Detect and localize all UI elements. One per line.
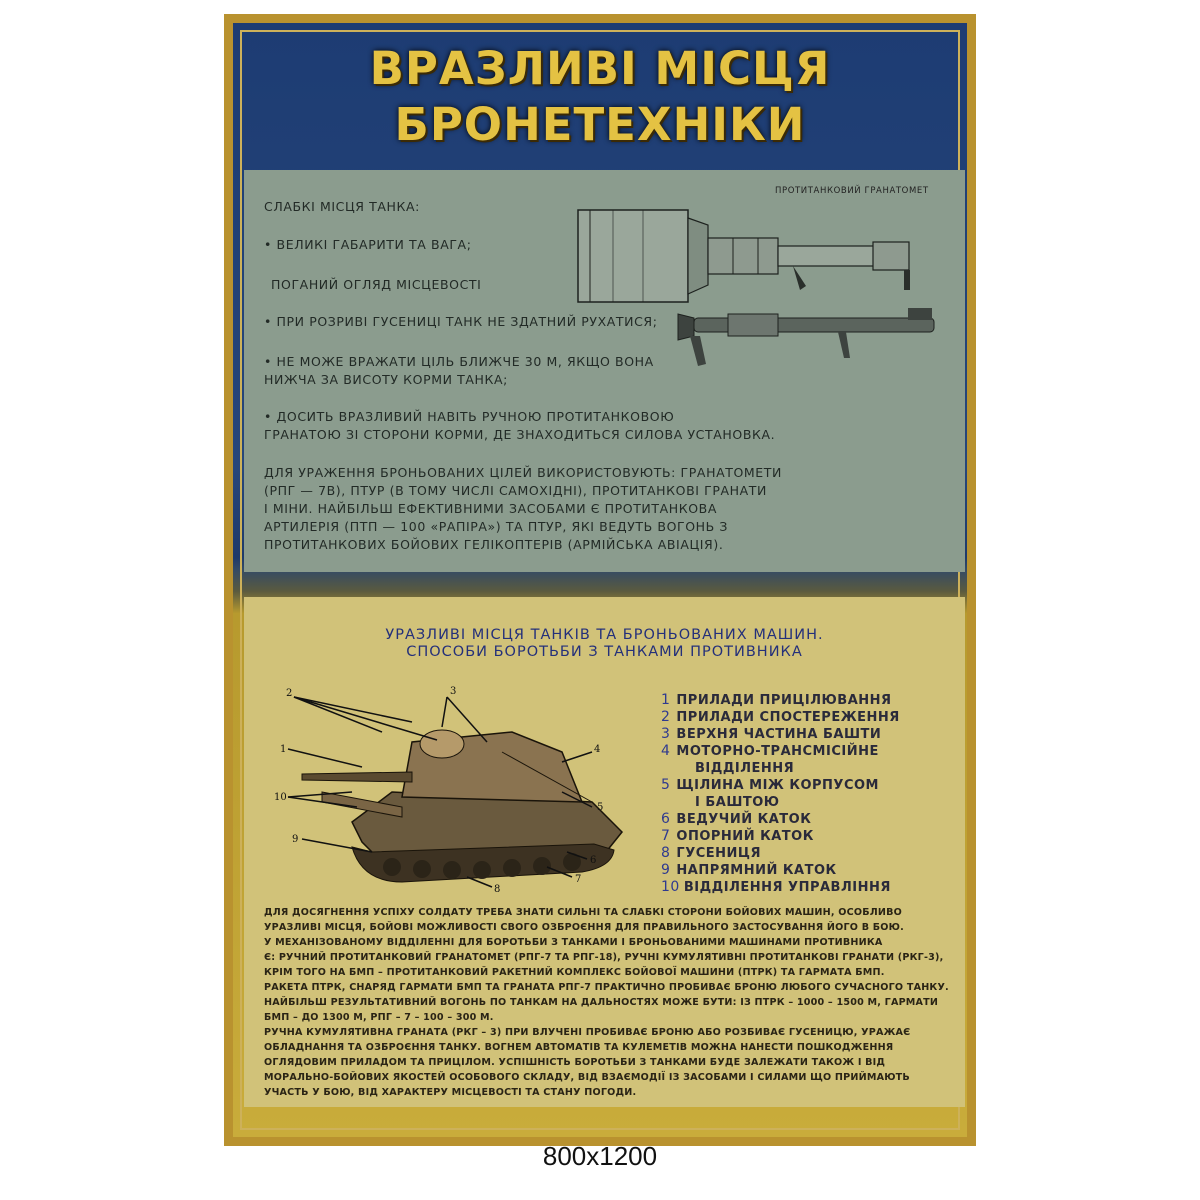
body-line: Є: РУЧНИЙ ПРОТИТАНКОВИЙ ГРАНАТОМЕТ (РПГ-7 ТА РПГ-18), РУЧНІ КУМУЛЯТИВНІ ПРОТИТАНКОВІ ГРАНАТИ (РКГ-3), — [264, 952, 944, 963]
legend-text: НАПРЯМНИЙ КАТОК — [676, 863, 837, 878]
lower-title-line-1: УРАЗЛИВІ МІСЦЯ ТАНКІВ ТА БРОНЬОВАНИХ МАШИН. — [385, 627, 824, 643]
body-line: ДЛЯ ДОСЯГНЕННЯ УСПІХУ СОЛДАТУ ТРЕБА ЗНАТИ СИЛЬНІ ТА СЛАБКІ СТОРОНИ БОЙОВИХ МАШИН, ОСОБЛИВО — [264, 907, 902, 918]
body-line: ОБЛАДНАННЯ ТА ОЗБРОЄННЯ ТАНКУ. ВОГНЕМ АВТОМАТІВ ТА КУЛЕМЕТІВ МОЖНА НАНЕСТИ ПОШКОДЖЕННЯ — [264, 1042, 894, 1053]
callout-8: 8 — [494, 884, 501, 895]
bullet-rear-l2: ГРАНАТОЮ ЗІ СТОРОНИ КОРМИ, ДЕ ЗНАХОДИТЬСЯ СИЛОВА УСТАНОВКА. — [264, 427, 776, 442]
legend-item — [661, 862, 900, 879]
means-para-l3: І МІНИ. НАЙБІЛЬШ ЕФЕКТИВНИМИ ЗАСОБАМИ Є ПРОТИТАНКОВА — [264, 501, 718, 516]
body-line: НАЙБІЛЬШ РЕЗУЛЬТАТИВНИЙ ВОГОНЬ ПО ТАНКАМ НА ДАЛЬНОСТЯХ МОЖЕ БУТИ: ІЗ ПТРК – 1000 – 1500 М, ГАРМАТИ — [264, 997, 939, 1008]
size-label: 800x1200 — [542, 1141, 658, 1171]
bullet-track: • ПРИ РОЗРИВІ ГУСЕНИЦІ ТАНК НЕ ЗДАТНИЙ РУХАТИСЯ; — [264, 314, 658, 329]
legend-number: 10 — [661, 879, 680, 895]
legend-number: 9 — [661, 862, 671, 878]
legend-number: 5 — [661, 777, 671, 793]
body-line: ОГЛЯДОВИМ ПРИЛАДОМ ТА ПРИЦІЛОМ. УСПІШНІСТЬ БОРОТЬБИ З ТАНКАМИ БУДЕ ЗАЛЕЖАТИ ТАКОЖ І ВІД — [264, 1057, 886, 1068]
callout-3: 3 — [450, 686, 457, 697]
callout-10: 10 — [274, 792, 287, 803]
body-line: РАКЕТА ПТРК, СНАРЯД ГАРМАТИ БМП ТА ГРАНАТА РПГ-7 ПРАКТИЧНО ПРОБИВАЄ БРОНЮ ЛЮБОГО СУЧАСНОГО ТАНКУ. — [264, 982, 949, 993]
legend-item — [661, 726, 900, 743]
legend-text: МОТОРНО-ТРАНСМІСІЙНЕ — [676, 744, 879, 759]
ways-to-fight-panel — [244, 597, 965, 1107]
body-line: УРАЗЛИВІ МІСЦЯ, БОЙОВІ МОЖЛИВОСТІ СВОГО ОЗБРОЄННЯ ДЛЯ ПРАВИЛЬНОГО ЗАСТОСУВАННЯ ЙОГО В БОЮ. — [264, 922, 904, 933]
legend-number: 7 — [661, 828, 671, 844]
bullet-size-weight: • ВЕЛИКІ ГАБАРИТИ ТА ВАГА; — [264, 237, 472, 252]
legend-item — [661, 879, 900, 896]
legend-item — [661, 743, 900, 760]
callout-2: 2 — [286, 688, 293, 699]
body-line: БМП – ДО 1300 М, РПГ – 7 – 100 – 300 М. — [264, 1012, 494, 1023]
legend-number: 1 — [661, 692, 671, 708]
legend-item — [661, 692, 900, 709]
launcher-caption: ПРОТИТАНКОВИЙ ГРАНАТОМЕТ — [775, 186, 929, 196]
lower-title — [244, 627, 965, 661]
grenade-launcher-illustration — [568, 190, 948, 380]
legend-number: 3 — [661, 726, 671, 742]
launcher-full — [678, 308, 934, 366]
means-para-l4: АРТИЛЕРІЯ (ПТП — 100 «РАПІРА») ТА ПТУР, ЯКІ ВЕДУТЬ ВОГОНЬ З — [264, 519, 729, 534]
legend-number: 6 — [661, 811, 671, 827]
legend-item — [661, 794, 900, 811]
legend-text: ВЕДУЧИЙ КАТОК — [676, 812, 812, 827]
bullet-range-l2: НИЖЧА ЗА ВИСОТУ КОРМИ ТАНКА; — [264, 372, 508, 387]
title-line-1: ВРАЗЛИВІ МІСЦЯ — [369, 42, 831, 95]
legend-text: ВІДДІЛЕННЯ — [695, 761, 795, 776]
legend-item — [661, 828, 900, 845]
means-para-l2: (РПГ — 7В), ПТУР (В ТОМУ ЧИСЛІ САМОХІДНІ), ПРОТИТАНКОВІ ГРАНАТИ — [264, 483, 767, 498]
callout-1: 1 — [280, 744, 287, 755]
legend-text: ПРИЛАДИ СПОСТЕРЕЖЕННЯ — [676, 710, 900, 725]
legend-text: ГУСЕНИЦЯ — [676, 846, 761, 861]
legend-item — [661, 845, 900, 862]
means-para-l1: ДЛЯ УРАЖЕННЯ БРОНЬОВАНИХ ЦІЛЕЙ ВИКОРИСТОВУЮТЬ: ГРАНАТОМЕТИ — [264, 465, 782, 480]
bullet-visibility: ПОГАНИЙ ОГЛЯД МІСЦЕВОСТІ — [271, 277, 482, 292]
legend-item — [661, 777, 900, 794]
legend-text: І БАШТОЮ — [695, 795, 780, 810]
vulnerabilities-panel — [244, 170, 965, 572]
means-para-l5: ПРОТИТАНКОВИХ БОЙОВИХ ГЕЛІКОПТЕРІВ (АРМІЙСЬКА АВІАЦІЯ). — [264, 537, 724, 552]
legend-item — [661, 811, 900, 828]
callout-6: 6 — [590, 855, 597, 866]
legend-item — [661, 709, 900, 726]
lower-title-line-2: СПОСОБИ БОРОТЬБИ З ТАНКАМИ ПРОТИВНИКА — [406, 644, 803, 660]
body-text — [264, 905, 954, 1100]
launcher-closeup — [578, 210, 910, 302]
legend-text: ВІДДІЛЕННЯ УПРАВЛІННЯ — [683, 880, 891, 895]
legend-text: ПРИЛАДИ ПРИЦІЛЮВАННЯ — [676, 693, 892, 708]
title-line-2: БРОНЕТЕХНІКИ — [394, 98, 806, 151]
legend-text: ЩІЛИНА МІЖ КОРПУСОМ — [676, 778, 879, 793]
body-line: РУЧНА КУМУЛЯТИВНА ГРАНАТА (РКГ – 3) ПРИ ВЛУЧЕНІ ПРОБИВАЄ БРОНЮ АБО РОЗБИВАЄ ГУСЕНИЦЮ, УРАЖАЄ — [264, 1027, 911, 1038]
callout-7: 7 — [575, 874, 582, 885]
vulnerability-legend — [661, 692, 900, 896]
bullet-rear-l1: • ДОСИТЬ ВРАЗЛИВИЙ НАВІТЬ РУЧНОЮ ПРОТИТАНКОВОЮ — [264, 409, 675, 424]
poster — [224, 14, 976, 1146]
legend-number: 4 — [661, 743, 671, 759]
legend-text: ОПОРНИЙ КАТОК — [676, 829, 814, 844]
legend-number: 2 — [661, 709, 671, 725]
legend-number: 8 — [661, 845, 671, 861]
body-line: УЧАСТЬ У БОЮ, ВІД ХАРАКТЕРУ МІСЦЕВОСТІ ТА СТАНУ ПОГОДИ. — [264, 1087, 637, 1098]
legend-item — [661, 760, 900, 777]
legend-text: ВЕРХНЯ ЧАСТИНА БАШТИ — [676, 727, 882, 742]
callout-4: 4 — [594, 744, 601, 755]
callout-9: 9 — [292, 834, 299, 845]
upper-heading: СЛАБКІ МІСЦЯ ТАНКА: — [264, 199, 420, 214]
body-line: МОРАЛЬНО-БОЙОВИХ ЯКОСТЕЙ ОСОБОВОГО СКЛАДУ, ВІД ВЗАЄМОДІЇ ІЗ ЗАСОБАМИ І СИЛАМИ ЩО ПРИЙМАЮТЬ — [264, 1072, 910, 1083]
tank-diagram — [262, 682, 652, 902]
callout-5: 5 — [597, 802, 604, 813]
poster-title — [233, 41, 967, 153]
body-line: У МЕХАНІЗОВАНОМУ ВІДДІЛЕННІ ДЛЯ БОРОТЬБИ З ТАНКАМИ І БРОНЬОВАНИМИ МАШИНАМИ ПРОТИВНИКА — [264, 937, 883, 948]
body-line: КРІМ ТОГО НА БМП – ПРОТИТАНКОВИЙ РАКЕТНИЙ КОМПЛЕКС БОЙОВОЇ МАШИНИ (ПТРК) ТА ГАРМАТА БМП. — [264, 967, 885, 978]
bullet-range-l1: • НЕ МОЖЕ ВРАЖАТИ ЦІЛЬ БЛИЖЧЕ 30 М, ЯКЩО ВОНА — [264, 354, 654, 369]
